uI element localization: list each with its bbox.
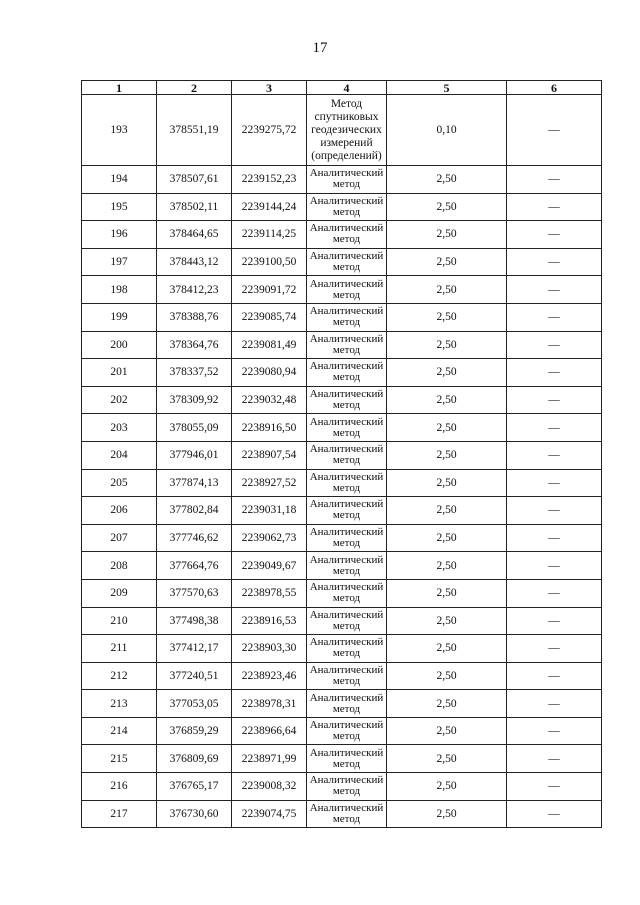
point-number-cell: 208	[82, 552, 157, 580]
point-number-cell: 216	[82, 773, 157, 801]
table-row	[82, 745, 602, 773]
method-cell	[307, 579, 387, 607]
note-cell: —	[507, 745, 602, 773]
point-number-cell: 214	[82, 717, 157, 745]
x-coordinate-cell: 377946,01	[157, 441, 232, 469]
y-coordinate-cell: 2239144,24	[232, 193, 307, 221]
point-number-cell: 198	[82, 276, 157, 304]
point-number-cell: 213	[82, 690, 157, 718]
table-row	[82, 552, 602, 580]
accuracy-cell: 2,50	[387, 800, 507, 828]
method-cell	[307, 95, 387, 166]
point-number-cell: 197	[82, 248, 157, 276]
accuracy-cell: 2,50	[387, 331, 507, 359]
point-number-cell: 204	[82, 441, 157, 469]
page-number: 17	[312, 40, 328, 56]
method-text: Аналитический метод	[309, 553, 384, 577]
point-number-cell: 193	[82, 95, 157, 166]
y-coordinate-cell: 2238978,31	[232, 690, 307, 718]
method-text: Аналитический метод	[309, 415, 384, 439]
accuracy-cell: 2,50	[387, 386, 507, 414]
method-cell	[307, 276, 387, 304]
accuracy-cell: 2,50	[387, 414, 507, 442]
x-coordinate-cell: 378443,12	[157, 248, 232, 276]
coordinates-table	[81, 80, 602, 828]
table-row	[82, 303, 602, 331]
y-coordinate-cell: 2238971,99	[232, 745, 307, 773]
note-cell: —	[507, 248, 602, 276]
y-coordinate-cell: 2238978,55	[232, 579, 307, 607]
note-cell: —	[507, 193, 602, 221]
method-text: Аналитический метод	[309, 801, 384, 825]
method-cell	[307, 469, 387, 497]
method-text: Аналитический метод	[309, 774, 384, 798]
y-coordinate-cell: 2239008,32	[232, 773, 307, 801]
method-text: Аналитический метод	[309, 608, 384, 632]
table-row	[82, 441, 602, 469]
point-number-cell: 211	[82, 635, 157, 663]
note-cell: —	[507, 469, 602, 497]
x-coordinate-cell: 376730,60	[157, 800, 232, 828]
column-header-5: 5	[387, 81, 507, 95]
table-row	[82, 662, 602, 690]
x-coordinate-cell: 378412,23	[157, 276, 232, 304]
accuracy-cell: 2,50	[387, 303, 507, 331]
accuracy-cell: 2,50	[387, 497, 507, 525]
method-cell	[307, 221, 387, 249]
y-coordinate-cell: 2239275,72	[232, 95, 307, 166]
note-cell: —	[507, 303, 602, 331]
y-coordinate-cell: 2239091,72	[232, 276, 307, 304]
method-cell	[307, 386, 387, 414]
method-cell	[307, 414, 387, 442]
table-row	[82, 607, 602, 635]
x-coordinate-cell: 377664,76	[157, 552, 232, 580]
method-text: Аналитический метод	[309, 167, 384, 191]
method-cell	[307, 166, 387, 194]
y-coordinate-cell: 2239032,48	[232, 386, 307, 414]
method-cell	[307, 193, 387, 221]
x-coordinate-cell: 378464,65	[157, 221, 232, 249]
method-cell	[307, 662, 387, 690]
accuracy-cell: 2,50	[387, 359, 507, 387]
method-text: Аналитический метод	[309, 526, 384, 550]
note-cell: —	[507, 579, 602, 607]
y-coordinate-cell: 2239085,74	[232, 303, 307, 331]
column-header-2: 2	[157, 81, 232, 95]
note-cell: —	[507, 635, 602, 663]
note-cell: —	[507, 221, 602, 249]
method-cell	[307, 773, 387, 801]
accuracy-cell: 2,50	[387, 662, 507, 690]
method-cell	[307, 441, 387, 469]
y-coordinate-cell: 2239152,23	[232, 166, 307, 194]
method-cell	[307, 331, 387, 359]
note-cell: —	[507, 414, 602, 442]
table-row	[82, 717, 602, 745]
note-cell: —	[507, 166, 602, 194]
x-coordinate-cell: 377874,13	[157, 469, 232, 497]
method-text: Аналитический метод	[309, 691, 384, 715]
accuracy-cell: 2,50	[387, 469, 507, 497]
note-cell: —	[507, 441, 602, 469]
x-coordinate-cell: 377240,51	[157, 662, 232, 690]
method-cell	[307, 497, 387, 525]
point-number-cell: 207	[82, 524, 157, 552]
note-cell: —	[507, 386, 602, 414]
table-row	[82, 221, 602, 249]
method-text: Аналитический метод	[309, 360, 384, 384]
accuracy-cell: 2,50	[387, 607, 507, 635]
y-coordinate-cell: 2238916,50	[232, 414, 307, 442]
method-text: Аналитический метод	[309, 388, 384, 412]
note-cell: —	[507, 690, 602, 718]
table-row	[82, 635, 602, 663]
method-cell	[307, 745, 387, 773]
y-coordinate-cell: 2238907,54	[232, 441, 307, 469]
table-row	[82, 414, 602, 442]
accuracy-cell: 2,50	[387, 717, 507, 745]
header-row	[82, 81, 602, 95]
point-number-cell: 212	[82, 662, 157, 690]
note-cell: —	[507, 359, 602, 387]
table-row	[82, 773, 602, 801]
table-row	[82, 166, 602, 194]
column-header-6: 6	[507, 81, 602, 95]
x-coordinate-cell: 378502,11	[157, 193, 232, 221]
note-cell: —	[507, 773, 602, 801]
table-header	[82, 81, 602, 95]
method-cell	[307, 303, 387, 331]
accuracy-cell: 2,50	[387, 193, 507, 221]
accuracy-cell: 2,50	[387, 690, 507, 718]
y-coordinate-cell: 2239081,49	[232, 331, 307, 359]
x-coordinate-cell: 378551,19	[157, 95, 232, 166]
table-row	[82, 690, 602, 718]
method-cell	[307, 800, 387, 828]
accuracy-cell: 2,50	[387, 579, 507, 607]
y-coordinate-cell: 2239062,73	[232, 524, 307, 552]
y-coordinate-cell: 2238903,30	[232, 635, 307, 663]
y-coordinate-cell: 2238916,53	[232, 607, 307, 635]
column-header-4: 4	[307, 81, 387, 95]
accuracy-cell: 2,50	[387, 552, 507, 580]
point-number-cell: 199	[82, 303, 157, 331]
note-cell: —	[507, 276, 602, 304]
accuracy-cell: 2,50	[387, 276, 507, 304]
table-row	[82, 469, 602, 497]
method-cell	[307, 359, 387, 387]
method-cell	[307, 717, 387, 745]
table-row	[82, 524, 602, 552]
point-number-cell: 210	[82, 607, 157, 635]
table-row	[82, 95, 602, 166]
table-row	[82, 359, 602, 387]
accuracy-cell: 2,50	[387, 635, 507, 663]
table-row	[82, 248, 602, 276]
table-row	[82, 193, 602, 221]
method-cell	[307, 552, 387, 580]
y-coordinate-cell: 2239100,50	[232, 248, 307, 276]
x-coordinate-cell: 378507,61	[157, 166, 232, 194]
table-row	[82, 579, 602, 607]
accuracy-cell: 2,50	[387, 248, 507, 276]
y-coordinate-cell: 2238923,46	[232, 662, 307, 690]
table-body	[82, 95, 602, 828]
method-cell	[307, 690, 387, 718]
method-cell	[307, 607, 387, 635]
note-cell: —	[507, 331, 602, 359]
table-row	[82, 331, 602, 359]
note-cell: —	[507, 497, 602, 525]
method-text: Аналитический метод	[309, 636, 384, 660]
point-number-cell: 203	[82, 414, 157, 442]
column-header-1: 1	[82, 81, 157, 95]
point-number-cell: 202	[82, 386, 157, 414]
method-text: Аналитический метод	[309, 470, 384, 494]
method-text: Аналитический метод	[309, 719, 384, 743]
x-coordinate-cell: 377498,38	[157, 607, 232, 635]
note-cell: —	[507, 800, 602, 828]
note-cell: —	[507, 662, 602, 690]
x-coordinate-cell: 378337,52	[157, 359, 232, 387]
point-number-cell: 215	[82, 745, 157, 773]
point-number-cell: 201	[82, 359, 157, 387]
table-row	[82, 386, 602, 414]
x-coordinate-cell: 378309,92	[157, 386, 232, 414]
y-coordinate-cell: 2239114,25	[232, 221, 307, 249]
point-number-cell: 217	[82, 800, 157, 828]
accuracy-cell: 2,50	[387, 745, 507, 773]
x-coordinate-cell: 376809,69	[157, 745, 232, 773]
x-coordinate-cell: 376765,17	[157, 773, 232, 801]
x-coordinate-cell: 378364,76	[157, 331, 232, 359]
method-text: Аналитический метод	[309, 277, 384, 301]
accuracy-cell: 2,50	[387, 221, 507, 249]
method-text: Аналитический метод	[309, 663, 384, 687]
method-text: Аналитический метод	[309, 581, 384, 605]
point-number-cell: 209	[82, 579, 157, 607]
method-text: Аналитический метод	[309, 746, 384, 770]
accuracy-cell: 2,50	[387, 166, 507, 194]
note-cell: —	[507, 524, 602, 552]
y-coordinate-cell: 2238927,52	[232, 469, 307, 497]
point-number-cell: 200	[82, 331, 157, 359]
y-coordinate-cell: 2239049,67	[232, 552, 307, 580]
table-row	[82, 800, 602, 828]
point-number-cell: 195	[82, 193, 157, 221]
x-coordinate-cell: 377570,63	[157, 579, 232, 607]
method-text: Аналитический метод	[309, 498, 384, 522]
x-coordinate-cell: 377802,84	[157, 497, 232, 525]
y-coordinate-cell: 2239031,18	[232, 497, 307, 525]
x-coordinate-cell: 377746,62	[157, 524, 232, 552]
x-coordinate-cell: 376859,29	[157, 717, 232, 745]
accuracy-cell: 0,10	[387, 95, 507, 166]
method-text: Метод спутниковых геодезических измерений (определений)	[311, 97, 382, 162]
method-text: Аналитический метод	[309, 250, 384, 274]
table-row	[82, 276, 602, 304]
x-coordinate-cell: 377412,17	[157, 635, 232, 663]
table-row	[82, 497, 602, 525]
note-cell: —	[507, 607, 602, 635]
point-number-cell: 205	[82, 469, 157, 497]
method-text: Аналитический метод	[309, 222, 384, 246]
note-cell: —	[507, 552, 602, 580]
x-coordinate-cell: 378055,09	[157, 414, 232, 442]
x-coordinate-cell: 378388,76	[157, 303, 232, 331]
x-coordinate-cell: 377053,05	[157, 690, 232, 718]
method-text: Аналитический метод	[309, 305, 384, 329]
y-coordinate-cell: 2239080,94	[232, 359, 307, 387]
accuracy-cell: 2,50	[387, 441, 507, 469]
method-text: Аналитический метод	[309, 443, 384, 467]
method-cell	[307, 248, 387, 276]
note-cell: —	[507, 717, 602, 745]
method-cell	[307, 524, 387, 552]
y-coordinate-cell: 2239074,75	[232, 800, 307, 828]
accuracy-cell: 2,50	[387, 773, 507, 801]
column-header-3: 3	[232, 81, 307, 95]
method-text: Аналитический метод	[309, 194, 384, 218]
method-cell	[307, 635, 387, 663]
y-coordinate-cell: 2238966,64	[232, 717, 307, 745]
method-text: Аналитический метод	[309, 332, 384, 356]
note-cell: —	[507, 95, 602, 166]
point-number-cell: 206	[82, 497, 157, 525]
point-number-cell: 196	[82, 221, 157, 249]
accuracy-cell: 2,50	[387, 524, 507, 552]
point-number-cell: 194	[82, 166, 157, 194]
